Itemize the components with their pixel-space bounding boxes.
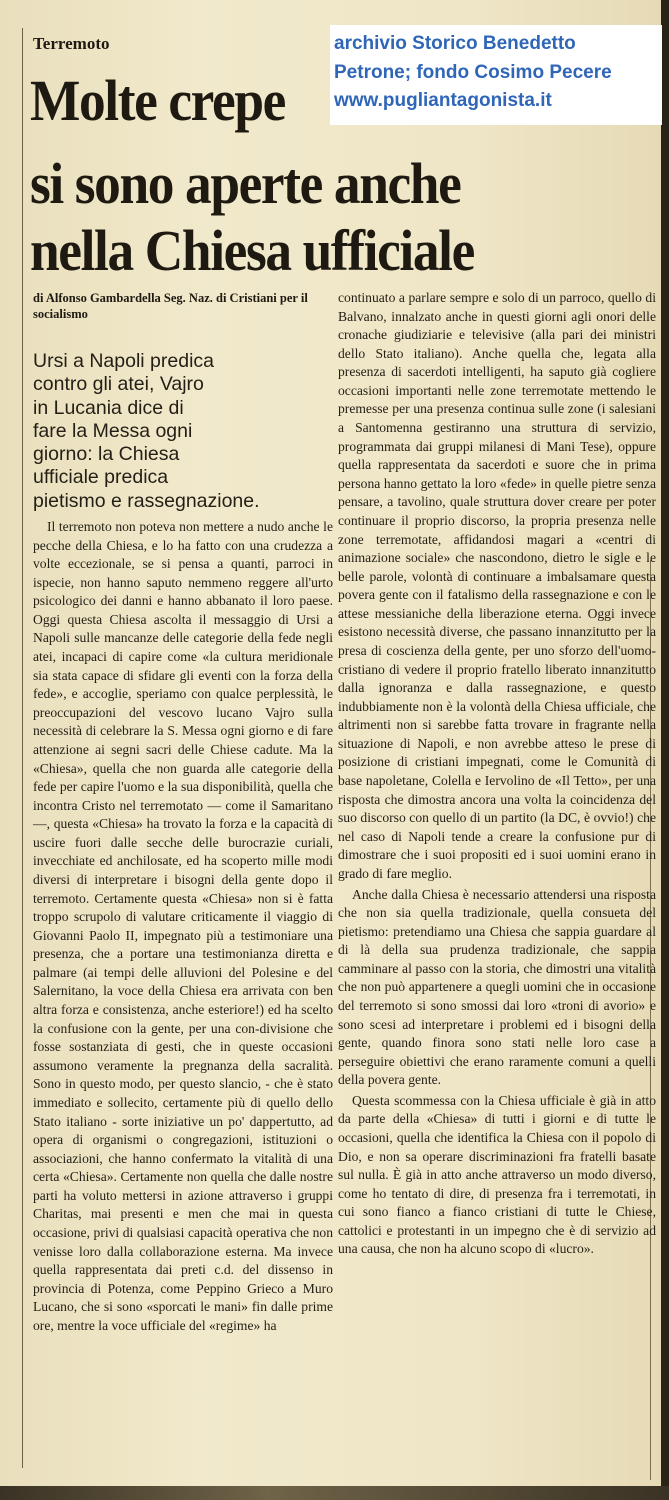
archive-stamp-url: www.pugliantagonista.it [334, 90, 552, 111]
article-paragraph: Il terremoto non poteva non mettere a nudo anche le pecche della Chiesa, e lo ha fatto con una crudezza a volte eccezionale, se si pensa a quanti, parroci in ispecie, non hanno saputo nemmeno reggere all'urto psicologico dei danni e hanno abbanato il loro paese. Oggi questa Chiesa ascolta il messaggio di Ursi a Napoli sulle mancanze delle categorie della fede negli atei, incapaci di capire come «la cultura meridionale sia stata capace di sfidare gli eventi con la forza della fede», e accoglie, speriamo con qualce perplessità, le preoccupazioni del vescovo lucano Vajro sulla necessità di celebrare la S. Messa ogni giorno e di fare attenzione ai segni sacri delle Chiese cadute. Ma la «Chiesa», quella che non guarda alle categorie della fede per capire l'uomo e la sua disponibilità, quella che incontra Cristo nel terremotato — come il Samaritano —, questa «Chiesa» ha trovato la forza e la capacità di uscire fuori dalle secche delle burocrazie curiali, invecchiate ed anchilosate, ed ha scoperto mille modi diversi di interpretare i bisogni della gente dopo il terremoto. Certamente questa «Chiesa» non si è fatta troppo scrupolo di valutare criticamente il viaggio di Giovanni Paolo II, impegnato più a testimoniare una presenza, che a portare una testimonianza diretta e palmare (ai tempi delle alluvioni del Polesine e del Salernitano, la voce della Chiesa era arrivata con ben altra forza e consistenza, anche esteriore!) ed ha scelto la confusione con la gente, per una con-divisione che fosse sostanziata di gesti, che in queste occasioni assumono veramente la pregnanza della sacralità. Sono in questo modo, per questo slancio, - che è stato immediato e sollecito, certamente più di quello dello Stato italiano - sorte iniziative un po' dappertutto, ad opera di organismi o congregazioni, istituzioni o associazioni, che hanno confermato la vitalità di una certa «Chiesa». Certamente non quella che dalle nostre parti ha voluto mettersi in azione attraverso i gruppi Charitas, mai presenti e men che mai in questa occasione, privi di qualsiasi capacità operativa che non venisse loro dalla collaborazione esterna. Ma invece quella rappresentata dai preti c.d. del dissenso in provincia di Potenza, come Peppino Grieco a Muro Lucano, che si sono «sporcati le mani» fin dalle prime ore, mentre la voce ufficiale del «regime» ha [33, 519, 333, 1333]
article-column-left [33, 518, 333, 1335]
article-paragraph: Questa scommessa con la Chiesa ufficiale è già in atto da parte della «Chiesa» di tutti i giorni e di tutte le occasioni, quella che identifica la Chiesa con il popolo di Dio, e non sa operare discriminazioni fra fratelli basate sul nulla. È già in atto anche attraverso un modo diverso, come ho tentato di dire, di presenza fra i terremotati, in cui sono fianco a fianco cristiani di tutte le Chiese, cattolici e protestanti in un impegno che è di servizio ad una causa, che non ha alcuno scopo di «lucro». [338, 1092, 656, 1257]
archive-stamp-line: archivio Storico Benedetto [334, 33, 576, 54]
headline-line-3: nella Chiesa ufficiale [30, 218, 474, 283]
summary-deck: Ursi a Napoli predica contro gli atei, Vajro in Lucania dice di fare la Messa ogni giorno: la Chiesa ufficiale predica pietismo e rassegnazione. [33, 350, 260, 512]
archive-stamp-line: Petrone; fondo Cosimo Pecere [334, 62, 612, 83]
article-column-right [338, 289, 656, 1259]
scan-edge [0, 1486, 669, 1500]
archive-stamp [330, 25, 662, 125]
column-rule [22, 28, 23, 1468]
headline-line-2: si sono aperte anche [30, 151, 461, 216]
article-paragraph: continuato a parlare sempre e solo di un parroco, quello di Balvano, innalzato anche in questi giorni agli onori delle cronache giudiziarie e televisive (alla pari dei ministri dello Stato italiano). Anche quella che, legata alla presenza di sacerdoti intelligenti, ha saputo già cogliere occasioni importanti nelle zone terremotate mettendo le premesse per una presenza continua sulle zone (i salesiani a Santomenna gestiranno una struttura di servizio, programmata dai gruppi milanesi di Mani Tese), oppure quella rappresentata da sacerdoti e suore che in prima persona hanno gettato la loro «fede» in quelle pietre senza pensare, a tavolino, quale struttura dover creare per poter continuare il proprio discorso, la propria presenza nelle zone terremotate, affidandosi magari a «centri di animazione sociale» che nascondono, dietro le sigle e le belle parole, volontà di continuare a imbalsamare questa povera gente con il fatalismo della rassegnazione e con le attese messianiche della liberazione eterna. Oggi invece esistono necessità diverse, che passano innanzitutto per la presa di coscienza della gente, per uno sforzo dell'uomo- cristiano di vedere il proprio fratello liberato innanzitutto dalla ignoranza e dalla rassegnazione, e questo indubbiamente non è la volontà della Chiesa ufficiale, che altrimenti non si sarebbe fatta trovare in fragrante nella situazione di Napoli, e non avrebbe atteso le prese di posizione di cristiani impegnati, come le Comunità di base napoletane, Colella e Iervolino de «Il Tetto», per una risposta che dimostra ancora una volta la coincidenza del suo discorso con quello di un partito (la DC, è ovvio!) che nel caso di Napoli tende a creare la confusione pur di dimostrare che i suoi propositi ed i suoi uomini erano in grado di fare meglio. [338, 290, 656, 881]
page-edge [661, 0, 669, 1500]
byline: di Alfonso Gambardella Seg. Naz. di Cristiani per il socialismo [33, 291, 308, 321]
article-paragraph: Anche dalla Chiesa è necessario attendersi una risposta che non sia quella tradizionale, quella consueta del pietismo: pretendiamo una Chiesa che sappia guardare al di là della sua prudenza tradizionale, che sappia camminare al passo con la storia, che dimostri una vitalità che non può appartenere a quegli uomini che in occasione del terremoto si sono smossi dai loro «troni di avorio» e sono scesi ad interpretare i problemi ed i bisogni della gente, quando finora sono stati nelle loro case a perseguire obiettivi che erano raramente comuni a quelli della povera gente. [338, 886, 656, 1088]
section-kicker: Terremoto [33, 34, 110, 53]
headline-line-1: Molte crepe [30, 68, 285, 133]
